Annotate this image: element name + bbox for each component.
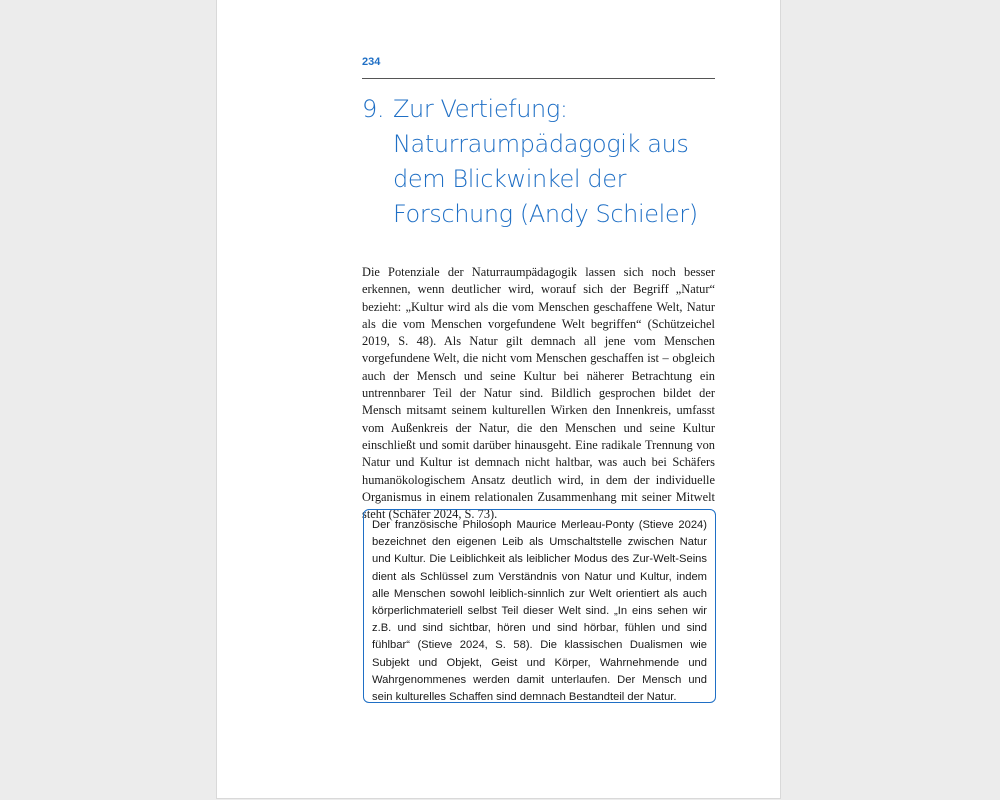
header-rule <box>362 78 715 79</box>
body-paragraph: Die Potenziale der Naturraumpädagogik lassen sich noch besser erkennen, wenn deutlicher wird, worauf sich der Begriff „Natur“ bezieht: „Kultur wird als die vom Menschen geschaffene Welt, Natur als die vom Menschen vorgefundene Welt begriffen“ (Schützeichel 2019, S. 48). Als Natur gilt demnach all jene vom Menschen vorgefundene Welt, die nicht vom Menschen geschaffen ist – obgleich auch der Mensch und seine Kultur bei näherer Betrachtung ein untrennbarer Teil der Natur sind. Bildlich gesprochen bildet der Mensch mitsamt seinem kulturellen Wirken den Innenkreis, umfasst vom Außenkreis der Natur, die den Menschen und seine Kultur einschließt und somit darüber hinausgeht. Eine radikale Trennung von Natur und Kultur ist demnach nicht haltbar, was auch bei Schäfers humanökologischem Ansatz deutlich wird, in dem der individuelle Organismus in einem relationalen Zusammenhang mit seiner Mitwelt steht (Schäfer 2024, S. 73). <box>362 265 715 522</box>
info-box <box>363 509 716 703</box>
info-box-text: Der französische Philosoph Maurice Merleau-Ponty (Stieve 2024) bezeichnet den eigenen Leib als Umschaltstelle zwischen Natur und Kultur. Die Leiblichkeit als leiblicher Modus des Zur-Welt-Seins dient als Schlüssel zum Verständnis von Natur und Kultur, indem alle Menschen sowohl leiblich-sinnlich zur Welt orientiert als auch körperlichmateriell selbst Teil dieser Welt sind. „In eins sehen wir z.B. und sind sichtbar, hören und sind hörbar, fühlen und sind fühlbar“ (Stieve 2024, S. 58). Die klassischen Dualismen wie Subjekt und Objekt, Geist und Körper, Wahrnehmende und Wahrgenommenes werden damit unterlaufen. Der Mensch und sein kulturelles Schaffen sind demnach Bestandteil der Natur. <box>372 519 707 704</box>
chapter-number: 9. <box>362 95 385 123</box>
page-number: 234 <box>362 56 381 68</box>
document-page <box>216 0 781 799</box>
chapter-title <box>362 92 732 232</box>
chapter-title-text: Zur Vertiefung: Naturraumpädagogik aus dem Blickwinkel der Forschung (Andy Schieler) <box>393 95 698 228</box>
